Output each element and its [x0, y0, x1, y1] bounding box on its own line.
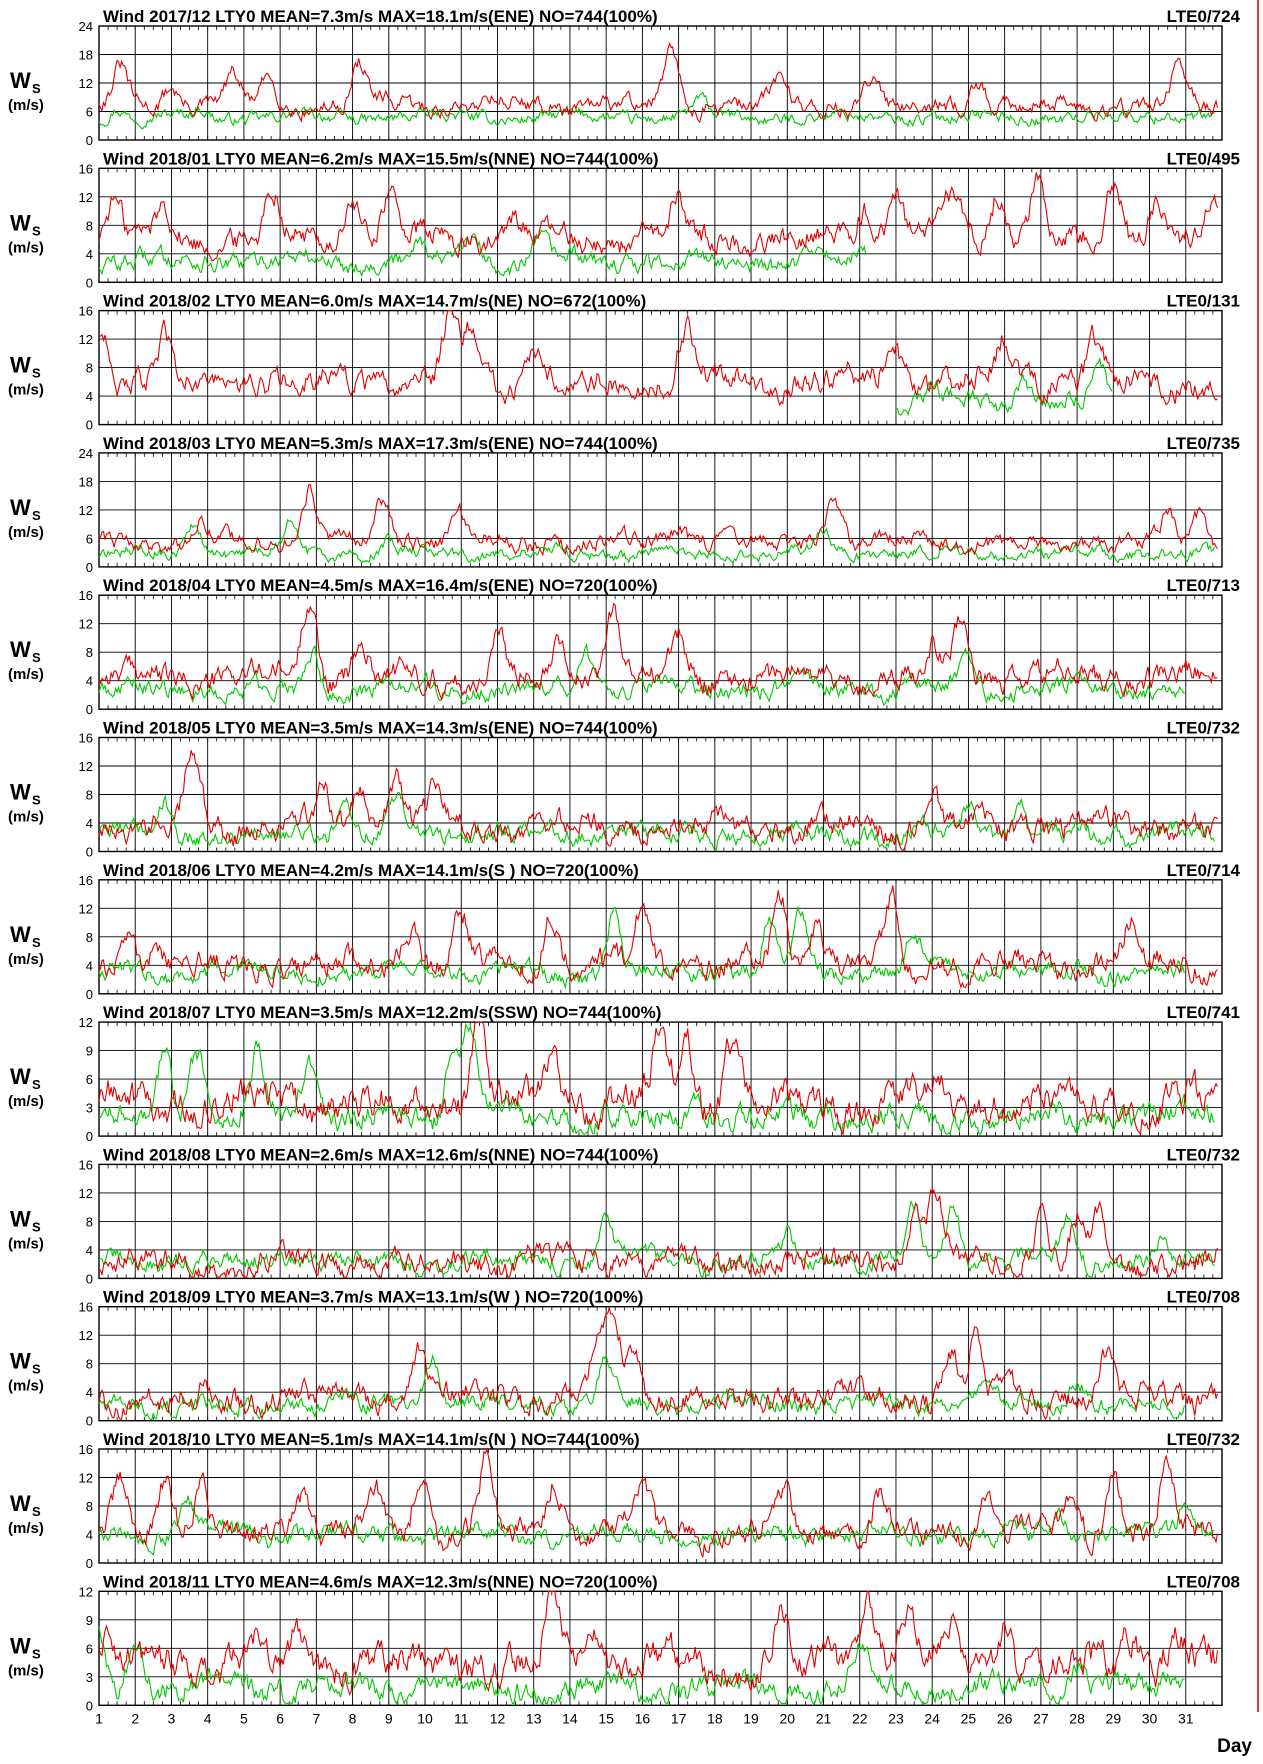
x-tick-label: 25	[960, 1710, 977, 1727]
y-axis-label-subscript: S	[32, 81, 41, 96]
y-tick-label: 16	[78, 872, 93, 888]
y-axis-label-subscript: S	[32, 1361, 41, 1377]
y-tick-label: 0	[85, 133, 93, 148]
wind-panel-8	[8, 1003, 1240, 1144]
panel-station-code: LTE0/732	[1166, 1145, 1240, 1165]
x-tick-label: 11	[453, 1710, 469, 1727]
panel-station-code: LTE0/741	[1166, 1003, 1240, 1023]
y-tick-label: 24	[78, 445, 93, 461]
y-axis-label: W	[10, 68, 31, 93]
y-tick-label: 3	[85, 1100, 93, 1116]
x-tick-label: 30	[1141, 1710, 1158, 1727]
x-axis-title: Day	[1217, 1736, 1252, 1757]
y-tick-label: 0	[85, 275, 93, 291]
y-axis-unit: (m/s)	[8, 1377, 44, 1395]
x-tick-label: 17	[670, 1710, 687, 1727]
y-axis-label-subscript: S	[32, 507, 41, 523]
y-tick-label: 0	[85, 844, 93, 860]
panel-title: Wind 2018/02 LTY0 MEAN=6.0m/s MAX=14.7m/s(NE) NO=672(100%)	[103, 291, 647, 311]
panel-title: Wind 2018/10 LTY0 MEAN=5.1m/s MAX=14.1m/s(N ) NO=744(100%)	[103, 1430, 640, 1449]
y-tick-label: 0	[85, 986, 93, 1002]
x-tick-label: 18	[707, 1710, 723, 1727]
y-tick-label: 16	[78, 161, 93, 177]
y-axis-label-subscript: S	[32, 934, 41, 950]
series-green-line	[99, 793, 1215, 850]
wind-panel-3	[8, 292, 1240, 433]
y-tick-label: 8	[85, 1499, 93, 1514]
series-green-line	[99, 92, 1215, 129]
panel-title: Wind 2018/09 LTY0 MEAN=3.7m/s MAX=13.1m/s(W ) NO=720(100%)	[103, 1287, 644, 1307]
y-axis-label: W	[10, 1206, 31, 1232]
series-green-line	[99, 1356, 1184, 1420]
y-axis-unit: (m/s)	[8, 1520, 44, 1537]
series-green-line	[99, 1627, 1184, 1704]
x-tick-label: 1	[95, 1710, 103, 1727]
y-tick-label: 12	[78, 76, 93, 91]
panel-station-code: LTE0/732	[1166, 718, 1240, 738]
y-tick-label: 12	[78, 1470, 93, 1486]
y-axis-unit: (m/s)	[8, 97, 44, 114]
series-green-line	[99, 520, 1215, 563]
panel-title: Wind 2018/01 LTY0 MEAN=6.2m/s MAX=15.5m/s(NNE) NO=744(100%)	[103, 149, 659, 169]
x-axis-labels	[95, 1710, 1252, 1757]
y-tick-label: 12	[78, 616, 93, 632]
y-tick-label: 12	[78, 1015, 93, 1031]
panel-station-code: LTE0/732	[1166, 1430, 1240, 1449]
y-tick-label: 16	[78, 1157, 93, 1173]
wind-panel-7	[8, 861, 1241, 1002]
x-tick-label: 13	[525, 1710, 542, 1727]
y-tick-label: 12	[78, 901, 93, 917]
y-axis-unit: (m/s)	[8, 950, 44, 968]
panel-station-code: LTE0/708	[1166, 1572, 1240, 1592]
y-axis-label: W	[10, 210, 31, 236]
y-axis-label-subscript: S	[32, 792, 41, 808]
panel-title: Wind 2017/12 LTY0 MEAN=7.3m/s MAX=18.1m/s(ENE) NO=744(100%)	[103, 7, 658, 26]
x-tick-label: 3	[167, 1710, 176, 1727]
y-axis-label: W	[10, 779, 31, 805]
y-tick-label: 4	[85, 958, 93, 974]
series-red-line	[99, 172, 1218, 261]
y-tick-label: 8	[85, 787, 93, 803]
x-tick-label: 6	[276, 1710, 285, 1727]
x-tick-label: 7	[312, 1710, 321, 1727]
y-axis-label: W	[10, 1633, 31, 1659]
y-tick-label: 0	[85, 1556, 93, 1571]
y-tick-label: 4	[85, 1242, 93, 1258]
wind-panel-10	[8, 1288, 1240, 1429]
y-axis-label-subscript: S	[32, 223, 41, 239]
panel-station-code: LTE0/708	[1166, 1287, 1240, 1307]
x-tick-label: 9	[384, 1710, 393, 1727]
y-tick-label: 12	[78, 1328, 93, 1344]
x-tick-label: 15	[598, 1710, 614, 1727]
y-axis-unit: (m/s)	[8, 1093, 44, 1111]
y-tick-label: 6	[85, 104, 93, 120]
wind-panel-6	[8, 719, 1240, 860]
wind-panel-11	[8, 1430, 1240, 1571]
panel-title: Wind 2018/04 LTY0 MEAN=4.5m/s MAX=16.4m/s(ENE) NO=720(100%)	[103, 576, 658, 596]
y-axis-label-subscript: S	[32, 365, 41, 381]
wind-panel-4	[8, 434, 1240, 575]
panel-title: Wind 2018/07 LTY0 MEAN=3.5m/s MAX=12.2m/s(SSW) NO=744(100%)	[103, 1003, 662, 1023]
y-tick-label: 4	[85, 673, 93, 689]
x-tick-label: 4	[203, 1710, 212, 1727]
y-tick-label: 12	[78, 332, 93, 348]
y-axis-label-subscript: S	[32, 1077, 41, 1093]
y-axis-label-subscript: S	[32, 1219, 41, 1235]
y-axis-unit: (m/s)	[8, 239, 44, 257]
x-tick-label: 27	[1033, 1710, 1049, 1727]
x-tick-label: 19	[743, 1710, 759, 1727]
x-tick-label: 24	[924, 1710, 940, 1727]
panel-title: Wind 2018/05 LTY0 MEAN=3.5m/s MAX=14.3m/s(ENE) NO=744(100%)	[103, 718, 658, 738]
panel-title: Wind 2018/08 LTY0 MEAN=2.6m/s MAX=12.6m/s(NNE) NO=744(100%)	[103, 1145, 659, 1165]
panel-title: Wind 2018/03 LTY0 MEAN=5.3m/s MAX=17.3m/s(ENE) NO=744(100%)	[103, 433, 658, 453]
x-tick-label: 21	[815, 1710, 832, 1727]
wind-panel-5	[8, 576, 1240, 717]
x-tick-label: 16	[634, 1710, 651, 1727]
series-red-line	[99, 311, 1218, 405]
y-tick-label: 8	[85, 929, 93, 945]
x-tick-label: 8	[348, 1710, 357, 1727]
y-tick-label: 0	[85, 559, 93, 575]
y-tick-label: 16	[78, 588, 93, 604]
x-tick-label: 20	[779, 1710, 796, 1727]
y-axis-unit: (m/s)	[8, 381, 44, 399]
panel-title: Wind 2018/11 LTY0 MEAN=4.6m/s MAX=12.3m/s(NNE) NO=720(100%)	[103, 1572, 658, 1592]
wind-panel-1	[8, 7, 1241, 148]
y-tick-label: 0	[85, 1129, 93, 1145]
series-red-line	[99, 485, 1218, 555]
x-tick-label: 23	[888, 1710, 904, 1727]
y-axis-unit: (m/s)	[8, 1662, 44, 1680]
y-tick-label: 12	[78, 189, 93, 205]
y-tick-label: 16	[78, 303, 93, 319]
y-axis-label-subscript: S	[32, 1504, 41, 1519]
y-tick-label: 8	[85, 1356, 93, 1372]
y-axis-label: W	[10, 1491, 31, 1516]
y-tick-label: 4	[85, 1527, 93, 1543]
series-green-line	[99, 1202, 1215, 1277]
y-tick-label: 3	[85, 1669, 93, 1685]
y-axis-unit: (m/s)	[8, 666, 44, 684]
x-tick-label: 31	[1177, 1710, 1194, 1727]
x-tick-label: 26	[996, 1710, 1013, 1727]
panel-station-code: LTE0/735	[1166, 433, 1240, 453]
y-tick-label: 4	[85, 1385, 93, 1401]
series-red-line	[99, 1591, 1218, 1694]
y-tick-label: 16	[78, 1442, 93, 1457]
y-tick-label: 9	[85, 1612, 93, 1628]
y-tick-label: 16	[78, 730, 93, 746]
x-tick-label: 5	[240, 1710, 248, 1727]
y-tick-label: 4	[85, 816, 93, 831]
y-tick-label: 12	[78, 502, 93, 518]
y-axis-label: W	[10, 1348, 31, 1374]
y-axis-label-subscript: S	[32, 650, 41, 666]
x-tick-label: 12	[489, 1710, 506, 1727]
wind-panel-9	[8, 1145, 1240, 1286]
x-tick-label: 10	[417, 1710, 433, 1727]
y-tick-label: 6	[85, 1641, 93, 1657]
y-tick-label: 18	[78, 47, 93, 63]
series-green-line	[896, 358, 1112, 415]
y-tick-label: 8	[85, 218, 93, 234]
panel-station-code: LTE0/713	[1166, 576, 1240, 596]
y-axis-unit: (m/s)	[8, 808, 44, 826]
panel-station-code: LTE0/495	[1166, 149, 1240, 169]
y-axis-label: W	[10, 637, 31, 663]
x-tick-label: 28	[1069, 1710, 1085, 1727]
y-tick-label: 6	[85, 531, 93, 547]
y-tick-label: 12	[78, 1185, 93, 1201]
y-tick-label: 0	[85, 417, 93, 433]
x-tick-label: 14	[562, 1710, 578, 1727]
y-tick-label: 6	[85, 1072, 93, 1088]
y-tick-label: 12	[78, 1584, 93, 1600]
wind-panel-2	[8, 149, 1240, 290]
y-tick-label: 16	[78, 1299, 93, 1315]
y-tick-label: 0	[85, 1698, 93, 1714]
y-axis-unit: (m/s)	[8, 523, 44, 541]
y-axis-label: W	[10, 1064, 31, 1090]
x-tick-label: 29	[1105, 1710, 1122, 1727]
y-tick-label: 8	[85, 360, 93, 376]
panel-title: Wind 2018/06 LTY0 MEAN=4.2m/s MAX=14.1m/s(S ) NO=720(100%)	[103, 860, 639, 880]
y-axis-unit: (m/s)	[8, 1235, 44, 1253]
y-axis-label: W	[10, 921, 31, 947]
y-tick-label: 0	[85, 1413, 93, 1429]
y-tick-label: 0	[85, 1271, 93, 1287]
y-tick-label: 18	[78, 474, 93, 490]
panel-station-code: LTE0/724	[1166, 7, 1240, 26]
y-tick-label: 4	[85, 246, 93, 262]
y-axis-label-subscript: S	[32, 1646, 41, 1662]
wind-panel-12	[8, 1572, 1240, 1713]
y-tick-label: 9	[85, 1043, 93, 1059]
x-tick-label: 22	[851, 1710, 868, 1727]
series-red-line	[99, 604, 1218, 700]
y-axis-label: W	[10, 494, 31, 520]
y-axis-label: W	[10, 352, 31, 378]
y-tick-label: 8	[85, 1214, 93, 1230]
series-green-line	[99, 908, 1184, 988]
y-tick-label: 24	[78, 19, 93, 34]
x-tick-label: 2	[131, 1710, 140, 1727]
y-tick-label: 12	[78, 759, 93, 774]
series-red-line	[99, 1190, 1218, 1277]
panel-station-code: LTE0/714	[1166, 860, 1240, 880]
y-tick-label: 4	[85, 389, 93, 405]
y-tick-label: 8	[85, 645, 93, 661]
panel-station-code: LTE0/131	[1166, 291, 1240, 311]
y-tick-label: 0	[85, 702, 93, 718]
